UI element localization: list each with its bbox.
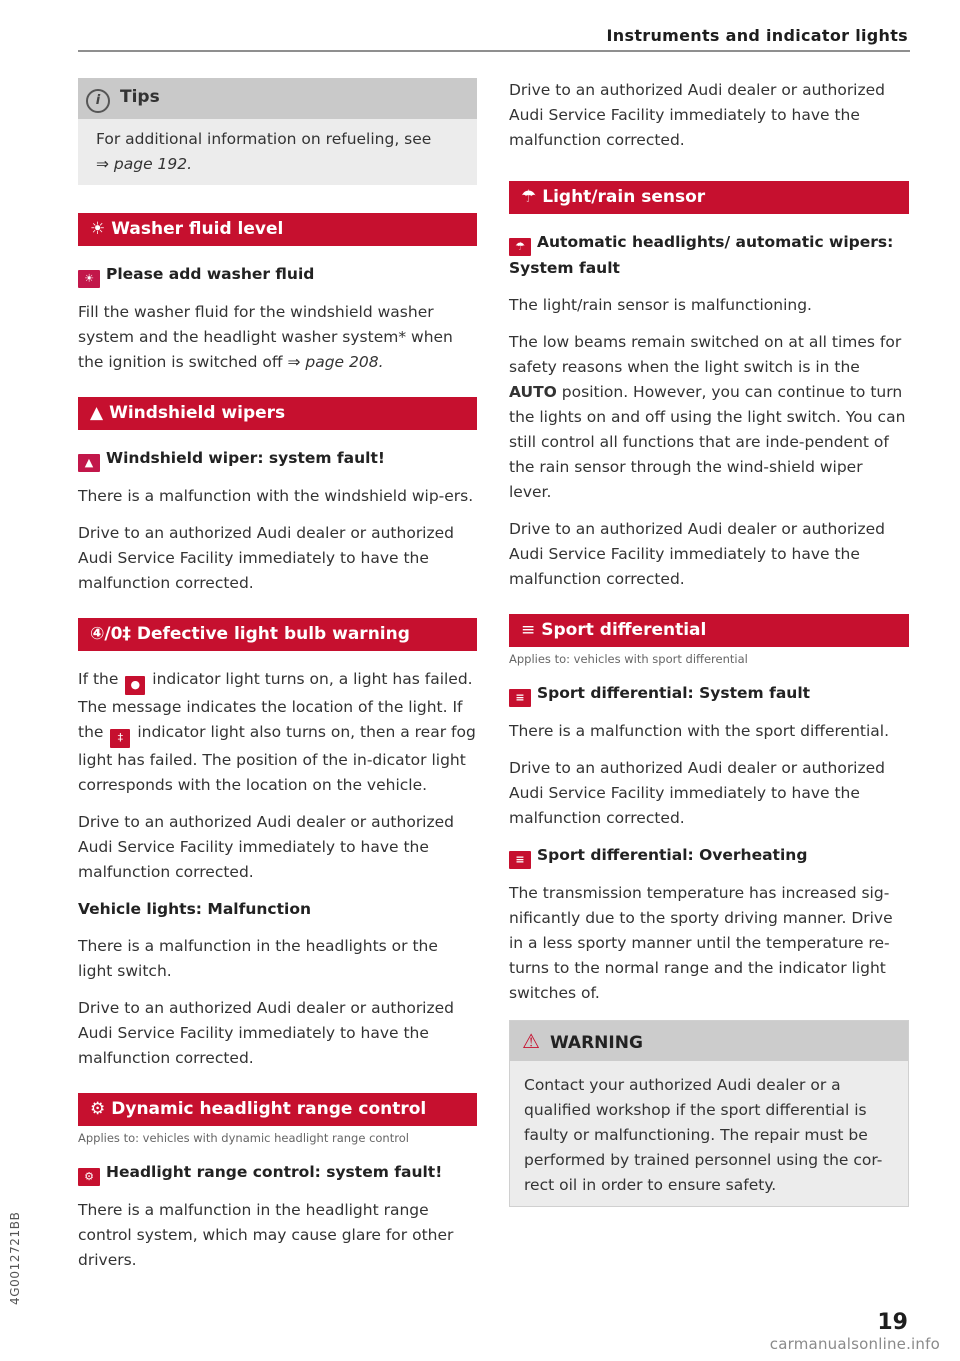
rain-p2-b: position. However, you can continue to turn the lights on and off using the light switch. You can still control all functions that are inde-pendent of the rain sensor through the wind-shield wiper lever. <box>509 383 906 501</box>
vehicle-lights-subheading: Vehicle lights: Malfunction <box>78 900 312 918</box>
tips-title: Tips <box>120 87 160 107</box>
range-subheading <box>78 1160 477 1186</box>
section-rain-title: Light/rain sensor <box>542 187 706 207</box>
sport-overheat-badge-icon: ≡ <box>509 851 531 869</box>
section-bulb-title: ④/0‡ Defective light bulb warning <box>90 624 410 644</box>
sport-fault-subheading <box>509 681 909 707</box>
section-sport-title: Sport differential <box>541 620 707 640</box>
warning-header <box>510 1021 908 1061</box>
rain-sensor-badge-icon: ☂ <box>509 238 531 256</box>
header-rule <box>78 50 910 52</box>
rain-p2-a: The low beams remain switched on at all times for safety reasons when the light switch is in the <box>509 333 902 376</box>
section-sport-differential <box>509 614 909 647</box>
section-range-title: Dynamic headlight range control <box>111 1099 427 1119</box>
bulb-p2: Drive to an authorized Audi dealer or authorized Audi Service Facility immediately to have the malfunction corrected. <box>78 813 455 881</box>
running-header: Instruments and indicator lights <box>606 26 908 45</box>
tips-header <box>78 78 477 119</box>
washer-sub-text: Please add washer fluid <box>106 265 315 283</box>
section-wipers-title: Windshield wipers <box>109 403 286 423</box>
tips-page-ref[interactable]: ⇒ page 192. <box>96 155 193 173</box>
section-washer-fluid <box>78 213 477 246</box>
washer-subheading <box>78 262 477 288</box>
headlight-range-badge-icon: ⚙ <box>78 1168 100 1186</box>
sport-sub2-text: Sport differential: Overheating <box>537 846 808 864</box>
warning-title: WARNING <box>549 1033 643 1053</box>
range-sub-text: Headlight range control: system fault! <box>106 1163 443 1181</box>
sport-applies: Applies to: vehicles with sport differential <box>509 652 748 666</box>
warning-triangle-icon: ⚠ <box>522 1029 540 1053</box>
washer-page-ref[interactable]: ⇒ page 208. <box>287 353 384 371</box>
wipers-p2: Drive to an authorized Audi dealer or authorized Audi Service Facility immediately to have the malfunction corrected. <box>78 524 455 592</box>
section-windshield-wipers <box>78 397 477 430</box>
tips-box <box>78 78 477 185</box>
washer-fluid-icon: ☀ <box>90 219 106 239</box>
wiper-icon: ▲ <box>90 403 104 423</box>
rain-subheading <box>509 230 909 281</box>
bulb-p1-c: indicator light also turns on, then a rear fog light has failed. The position of the in-dicator light corresponds with the location on the vehicle. <box>78 723 476 794</box>
watermark-text: carmanualsonline.info <box>769 1335 940 1353</box>
section-defective-bulb <box>78 618 477 651</box>
rain-sensor-icon: ☂ <box>521 187 537 207</box>
wipers-p1: There is a malfunction with the windshield wip-ers. <box>78 487 474 505</box>
left-column <box>78 78 477 1285</box>
range-p1: There is a malfunction in the headlight range control system, which may cause glare for other drivers. <box>78 1201 454 1269</box>
tips-body <box>78 119 477 185</box>
sport-p1: There is a malfunction with the sport differential. <box>509 722 890 740</box>
rain-p1: The light/rain sensor is malfunctioning. <box>509 296 812 314</box>
right-intro: Drive to an authorized Audi dealer or authorized Audi Service Facility immediately to have the malfunction corrected. <box>509 81 886 149</box>
headlight-range-icon: ⚙ <box>90 1099 106 1119</box>
sport-p2: Drive to an authorized Audi dealer or authorized Audi Service Facility immediately to have the malfunction corrected. <box>509 759 886 827</box>
sport-p3: The transmission temperature has increased sig-nificantly due to the sporty driving manner. Drive in a less sporty manner until the temperature re-turns to the normal range and the indicator light switches of. <box>509 884 893 1002</box>
bulb-p1-a: If the <box>78 670 119 688</box>
wipers-subheading <box>78 446 477 472</box>
bulb-p1-b: indicator light turns on, a light has failed. The message indicates the location of the light. If the <box>78 670 473 741</box>
side-code: 4G0012721BB <box>8 1211 22 1305</box>
washer-fluid-badge-icon: ☀ <box>78 270 100 288</box>
bulb-indicator-icon: ● <box>125 676 145 695</box>
right-column <box>509 78 909 1207</box>
warning-body: Contact your authorized Audi dealer or a qualified workshop if the sport differential is faulty or malfunctioning. The repair must be performed by trained personnel using the cor-rect oil in order to ensure safety. <box>524 1076 883 1194</box>
rain-p3: Drive to an authorized Audi dealer or authorized Audi Service Facility immediately to have the malfunction corrected. <box>509 520 886 588</box>
rain-sub-text: Automatic headlights/ automatic wipers: System fault <box>509 233 894 277</box>
wiper-badge-icon: ▲ <box>78 454 100 472</box>
sport-differential-badge-icon: ≡ <box>509 689 531 707</box>
tips-text: For additional information on refueling, see <box>96 130 432 148</box>
rear-fog-indicator-icon: ‡ <box>110 729 130 748</box>
washer-text: Fill the washer fluid for the windshield washer system and the headlight washer system* when the ignition is switched off <box>78 303 453 371</box>
section-washer-title: Washer fluid level <box>111 219 284 239</box>
washer-paragraph <box>78 300 477 375</box>
bulb-p3: There is a malfunction in the headlights or the light switch. <box>78 937 438 980</box>
section-light-rain-sensor <box>509 181 909 214</box>
bulb-p1 <box>78 667 477 798</box>
sport-sub1-text: Sport differential: System fault <box>537 684 811 702</box>
section-headlight-range <box>78 1093 477 1126</box>
info-icon: i <box>86 89 110 113</box>
sport-overheat-subheading <box>509 843 909 869</box>
rain-p2-auto: AUTO <box>509 383 557 401</box>
bulb-p4: Drive to an authorized Audi dealer or authorized Audi Service Facility immediately to have the malfunction corrected. <box>78 999 455 1067</box>
range-applies: Applies to: vehicles with dynamic headlight range control <box>78 1131 409 1145</box>
sport-differential-icon: ≡ <box>521 620 536 640</box>
wipers-sub-text: Windshield wiper: system fault! <box>106 449 385 467</box>
page-number: 19 <box>877 1310 908 1335</box>
rain-p2 <box>509 330 909 505</box>
warning-box <box>509 1020 909 1207</box>
